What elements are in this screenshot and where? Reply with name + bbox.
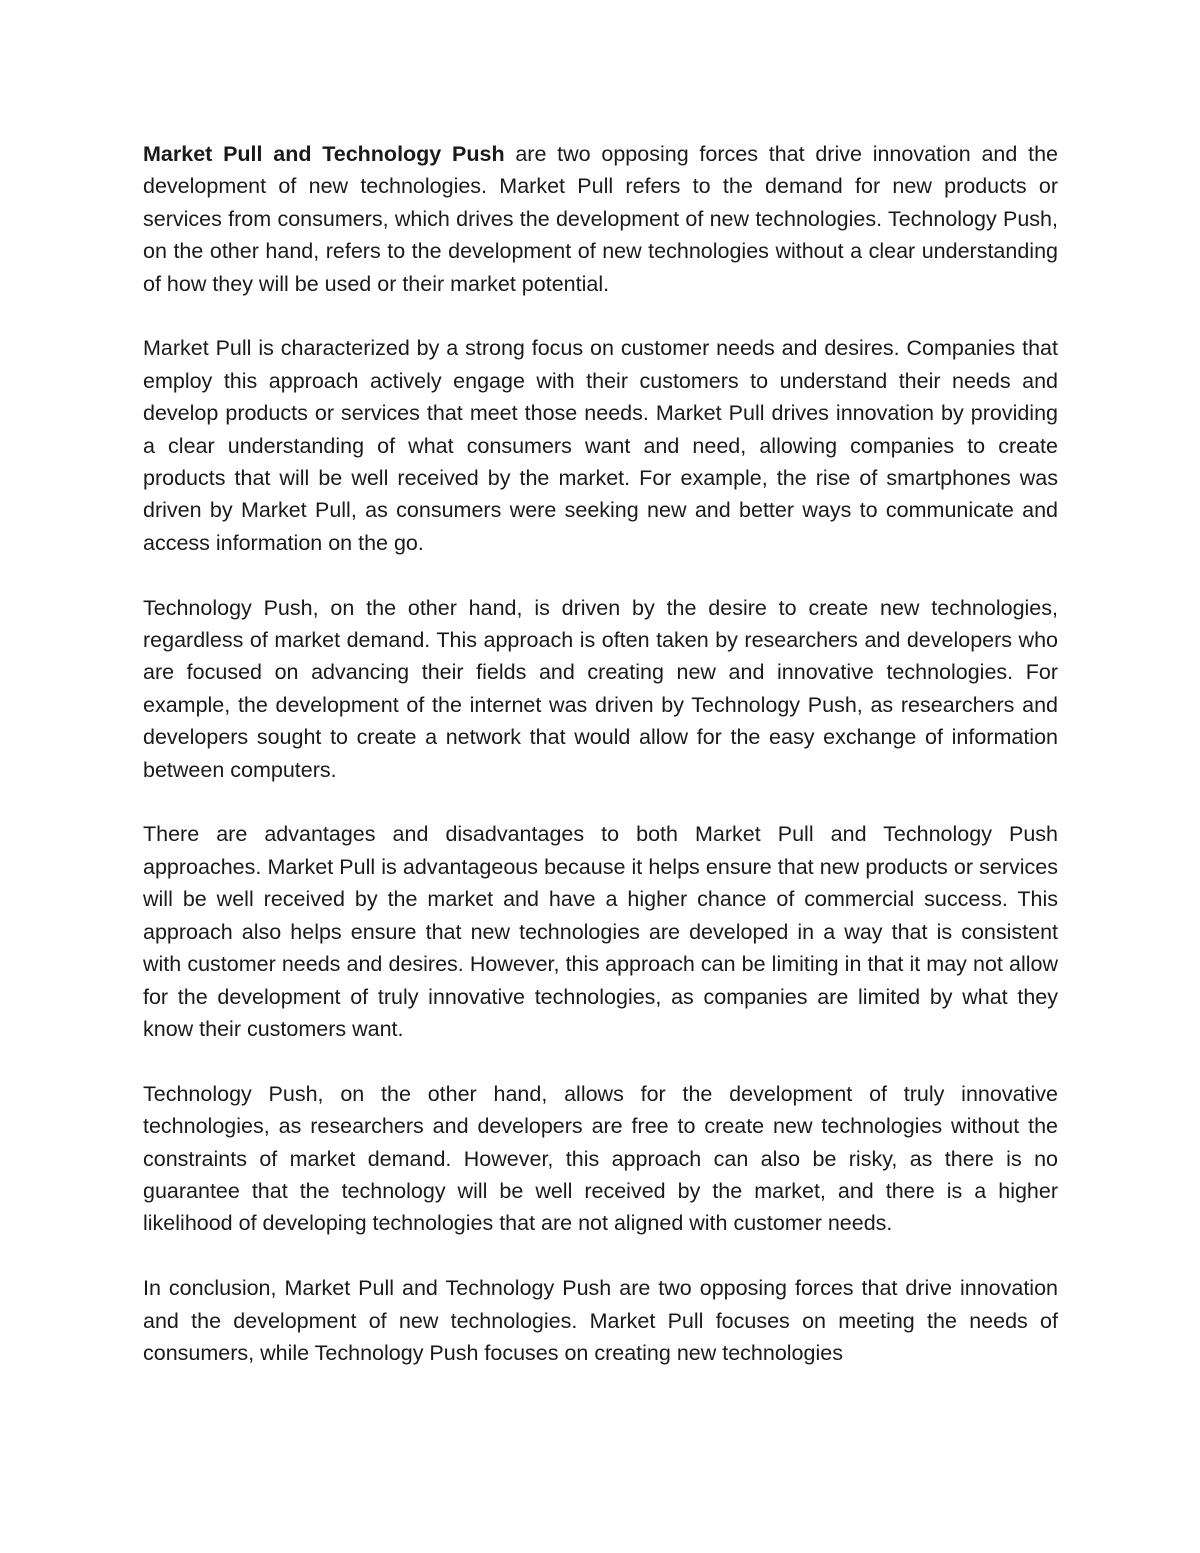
paragraph-market-pull: [143, 332, 1058, 559]
paragraph-text: Technology Push, on the other hand, allows for the development of truly innovative technologies, as researchers and developers are free to create new technologies without the constraints of market demand. However, this approach can also be risky, as there is no guarantee that the technology will be well received by the market, and there is a higher likelihood of developing technologies that are not aligned with customer needs.: [143, 1081, 1058, 1236]
paragraph-conclusion: [143, 1272, 1058, 1369]
paragraph-text: There are advantages and disadvantages to both Market Pull and Technology Push approaches. Market Pull is advantageous because it helps ensure that new products or services will be well received by the market and have a higher chance of commercial success. This approach also helps ensure that new technologies are developed in a way that is consistent with customer needs and desires. However, this approach can be limiting in that it may not allow for the development of truly innovative technologies, as companies are limited by what they know their customers want.: [143, 822, 1058, 1041]
paragraph-lead-bold: Market Pull and Technology Push: [143, 142, 505, 166]
paragraph-text: In conclusion, Market Pull and Technology Push are two opposing forces that drive innovation and the development of new technologies. Market Pull focuses on meeting the needs of consumers, while Technology Push focuses on creating new technologies: [143, 1276, 1058, 1365]
paragraph-risks: [143, 1078, 1058, 1240]
paragraph-text: are two opposing forces that drive innovation and the development of new technologies. Market Pull refers to the demand for new products or services from consumers, which drives the development of new technologies. Technology Push, on the other hand, refers to the development of new technologies without a clear understanding of how they will be used or their market potential.: [143, 142, 1058, 296]
paragraph-intro: [143, 138, 1058, 300]
paragraph-advantages: [143, 818, 1058, 1045]
document-body: [143, 138, 1058, 1402]
paragraph-text: Technology Push, on the other hand, is driven by the desire to create new technologies, regardless of market demand. This approach is often taken by researchers and developers who are focused on advancing their fields and creating new and innovative technologies. For example, the development of the internet was driven by Technology Push, as researchers and developers sought to create a network that would allow for the easy exchange of information between computers.: [143, 595, 1058, 782]
paragraph-text: Market Pull is characterized by a strong focus on customer needs and desires. Companies that employ this approach actively engage with their customers to understand their needs and develop products or services that meet those needs. Market Pull drives innovation by providing a clear understanding of what consumers want and need, allowing companies to create products that will be well received by the market. For example, the rise of smartphones was driven by Market Pull, as consumers were seeking new and better ways to communicate and access information on the go.: [143, 336, 1058, 555]
paragraph-technology-push: [143, 592, 1058, 786]
